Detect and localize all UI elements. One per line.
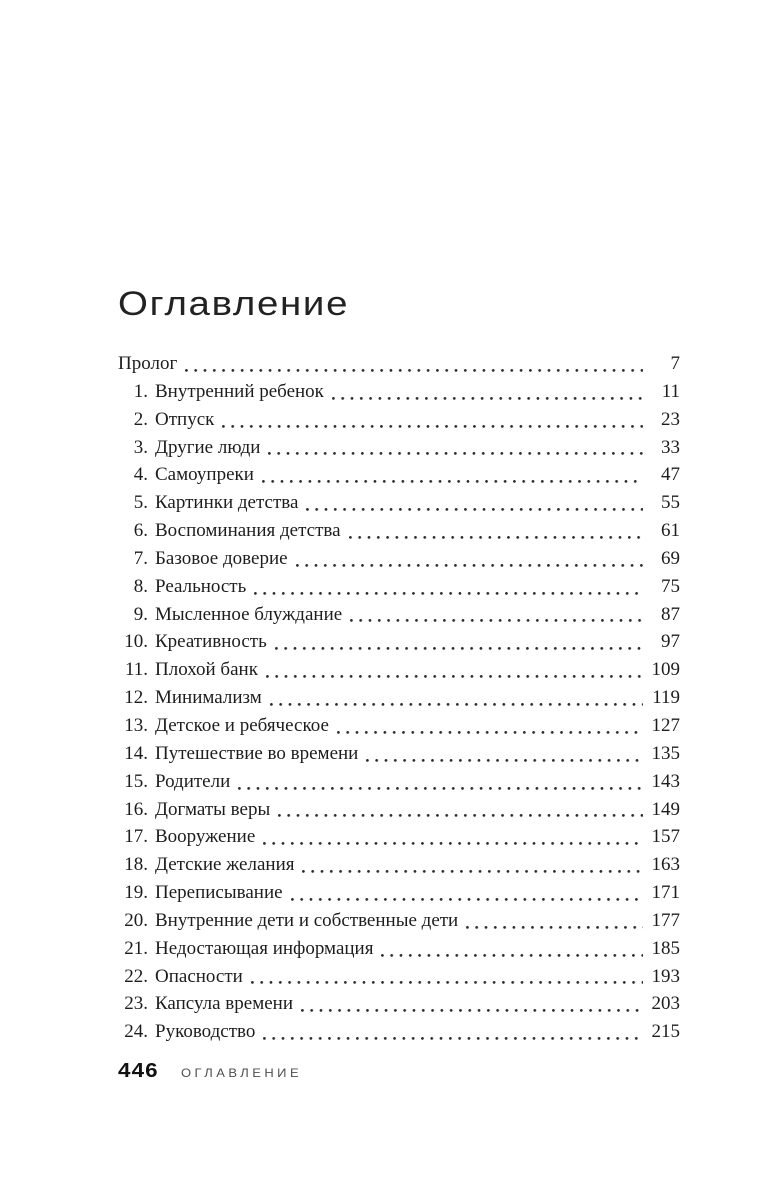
toc-entry-title: Недостающая информация xyxy=(155,937,374,959)
toc-entry-page: 171 xyxy=(651,882,680,904)
toc-entry-page: 127 xyxy=(651,714,680,736)
toc-entry-title: Родители xyxy=(155,770,231,792)
toc-entry xyxy=(118,601,680,629)
toc-entry-page: 149 xyxy=(651,798,680,820)
dot-leader xyxy=(335,712,643,740)
toc-entry-number: 19. xyxy=(124,882,148,904)
toc-entry xyxy=(118,851,680,879)
toc-entry-number: 13. xyxy=(124,714,148,736)
running-title: ОГЛАВЛЕНИЕ xyxy=(180,1066,302,1080)
dot-leader xyxy=(464,907,643,935)
toc-entry xyxy=(118,907,680,935)
toc-entry-title: Детские желания xyxy=(155,854,295,876)
toc-entry xyxy=(118,489,680,517)
toc-entry-page: 185 xyxy=(651,937,680,959)
toc-entry-page: 143 xyxy=(651,770,680,792)
toc-entry-title: Самоупреки xyxy=(155,464,254,486)
toc-entry-title: Другие люди xyxy=(155,436,261,458)
toc-entry-number: 22. xyxy=(124,965,148,987)
toc-entry-title: Переписывание xyxy=(155,882,283,904)
dot-leader xyxy=(264,656,643,684)
toc-entry-page: 97 xyxy=(661,631,680,653)
toc-entry-page: 7 xyxy=(670,353,680,374)
toc-entry xyxy=(118,712,680,740)
toc-entry-number: 24. xyxy=(124,1021,148,1043)
dot-leader xyxy=(299,990,643,1018)
dot-leader xyxy=(261,823,643,851)
toc-entry-title: Базовое доверие xyxy=(155,547,288,569)
toc-entry xyxy=(118,768,680,796)
dot-leader xyxy=(276,796,643,824)
toc-entry-title: Внутренние дети и собственные дети xyxy=(155,909,459,931)
toc-entry xyxy=(118,434,680,462)
toc-entry-number: 4. xyxy=(133,464,148,486)
toc-entry-title: Опасности xyxy=(155,965,243,987)
toc-entry-number: 23. xyxy=(124,993,148,1015)
toc-entry-title: Минимализм xyxy=(155,687,262,709)
toc-entry-title: Детское и ребяческое xyxy=(155,714,329,736)
toc-entry xyxy=(118,796,680,824)
toc-entry-number: 9. xyxy=(133,603,148,625)
toc-entry-page: 177 xyxy=(651,909,680,931)
folio-number: 446 xyxy=(118,1060,159,1082)
toc-entry xyxy=(118,656,680,684)
dot-leader xyxy=(330,378,643,406)
dot-leader xyxy=(268,684,643,712)
toc-entry-page: 55 xyxy=(661,492,680,514)
toc-entry-page: 215 xyxy=(651,1021,680,1043)
dot-leader xyxy=(294,545,643,573)
toc-entry-page: 203 xyxy=(651,993,680,1015)
toc-entry-page: 119 xyxy=(652,687,680,709)
dot-leader xyxy=(183,350,643,378)
dot-leader xyxy=(347,517,643,545)
dot-leader xyxy=(236,768,643,796)
toc-entry-number: 7. xyxy=(133,547,148,569)
toc-entry-page: 33 xyxy=(661,436,680,458)
toc-entry-number: 1. xyxy=(133,380,148,402)
toc-entry-title: Картинки детства xyxy=(155,492,299,514)
dot-leader xyxy=(260,461,643,489)
toc-entry-title: Воспоминания детства xyxy=(155,520,341,542)
toc-entry-page: 11 xyxy=(661,380,680,402)
toc-entry-number: 6. xyxy=(133,520,148,542)
page-title: Оглавление xyxy=(118,285,350,323)
toc-entry-title: Плохой банк xyxy=(155,659,258,681)
toc-entry xyxy=(118,684,680,712)
dot-leader xyxy=(364,740,643,768)
dot-leader xyxy=(348,601,643,629)
toc-entry xyxy=(118,963,680,991)
toc-entry xyxy=(118,823,680,851)
toc-entry-title: Руководство xyxy=(155,1021,256,1043)
toc-entry-page: 47 xyxy=(661,464,680,486)
dot-leader xyxy=(252,573,643,601)
toc-entry-page: 109 xyxy=(651,659,680,681)
toc-entry-number: 18. xyxy=(124,854,148,876)
dot-leader xyxy=(249,963,643,991)
toc-entry xyxy=(118,990,680,1018)
toc-entry-number: 10. xyxy=(124,631,148,653)
toc-entry-number: 20. xyxy=(124,909,148,931)
toc-entry-title: Вооружение xyxy=(155,826,256,848)
dot-leader xyxy=(379,935,643,963)
toc-entry-number: 14. xyxy=(124,742,148,764)
toc-entry-title: Пролог xyxy=(118,353,178,374)
toc-entry-page: 61 xyxy=(661,520,680,542)
toc-entry xyxy=(118,545,680,573)
toc-entry-page: 135 xyxy=(651,742,680,764)
toc-entry-title: Путешествие во времени xyxy=(155,742,359,764)
dot-leader xyxy=(266,434,643,462)
toc-entry xyxy=(118,573,680,601)
toc-entry xyxy=(118,461,680,489)
toc-entry-page: 163 xyxy=(651,854,680,876)
toc-entry-number: 11. xyxy=(124,659,148,681)
dot-leader xyxy=(261,1018,643,1046)
toc-entry xyxy=(118,740,680,768)
toc-entry-page: 87 xyxy=(661,603,680,625)
toc-entry-number: 16. xyxy=(124,798,148,820)
toc-entry-title: Капсула времени xyxy=(155,993,293,1015)
toc-entry-number: 12. xyxy=(124,687,148,709)
toc-list xyxy=(118,350,680,1046)
toc-entry-number: 17. xyxy=(124,826,148,848)
toc-entry xyxy=(118,378,680,406)
toc-entry xyxy=(118,350,680,378)
toc-entry xyxy=(118,935,680,963)
toc-entry-title: Внутренний ребенок xyxy=(155,380,324,402)
toc-entry-number: 21. xyxy=(124,937,148,959)
toc-entry-number: 8. xyxy=(133,575,148,597)
toc-entry xyxy=(118,879,680,907)
toc-entry xyxy=(118,1018,680,1046)
toc-entry-title: Креативность xyxy=(155,631,267,653)
toc-entry xyxy=(118,628,680,656)
toc-entry-title: Отпуск xyxy=(155,408,215,430)
page-footer xyxy=(118,1058,302,1086)
toc-entry-number: 5. xyxy=(133,492,148,514)
toc-entry-title: Догматы веры xyxy=(155,798,271,820)
toc-entry-page: 69 xyxy=(661,547,680,569)
toc-entry-page: 193 xyxy=(651,965,680,987)
toc-entry xyxy=(118,517,680,545)
dot-leader xyxy=(220,406,643,434)
toc-entry-page: 75 xyxy=(661,575,680,597)
dot-leader xyxy=(289,879,643,907)
toc-entry xyxy=(118,406,680,434)
dot-leader xyxy=(304,489,643,517)
toc-entry-number: 3. xyxy=(133,436,148,458)
toc-entry-page: 23 xyxy=(661,408,680,430)
toc-entry-number: 15. xyxy=(124,770,148,792)
toc-entry-page: 157 xyxy=(651,826,680,848)
dot-leader xyxy=(300,851,643,879)
toc-entry-title: Реальность xyxy=(155,575,247,597)
dot-leader xyxy=(273,628,643,656)
toc-entry-title: Мысленное блуждание xyxy=(155,603,343,625)
toc-entry-number: 2. xyxy=(133,408,148,430)
